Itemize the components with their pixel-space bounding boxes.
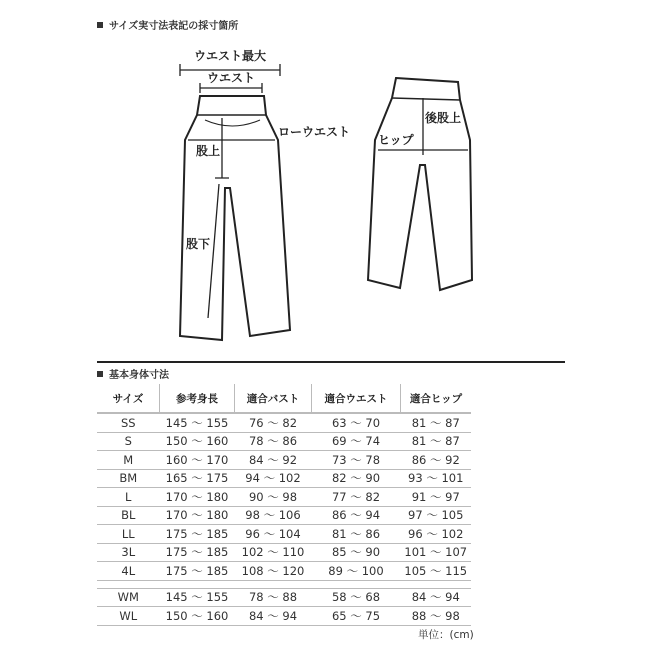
front-pants-outline <box>180 96 290 340</box>
table-row <box>97 413 471 432</box>
table-row <box>97 432 471 451</box>
table-cell: 78 ～ 86 <box>235 432 312 451</box>
table-cell: BL <box>97 506 160 525</box>
table-cell: 58 ～ 68 <box>312 588 401 607</box>
table-cell: 78 ～ 88 <box>235 588 312 607</box>
table-cell: 86 ～ 94 <box>312 506 401 525</box>
spacer-cell <box>97 580 471 588</box>
label-back-rise: 後股上 <box>425 111 462 125</box>
table-cell: 85 ～ 90 <box>312 543 401 562</box>
table-cell: 93 ～ 101 <box>401 469 472 488</box>
square-bullet-icon <box>97 371 103 377</box>
table-cell: 165 ～ 175 <box>160 469 235 488</box>
table-cell: 86 ～ 92 <box>401 451 472 470</box>
table-cell: 175 ～ 185 <box>160 562 235 581</box>
header-waist: 適合ウエスト <box>312 384 401 413</box>
table-cell: 88 ～ 98 <box>401 607 472 626</box>
header-hip: 適合ヒップ <box>401 384 472 413</box>
table-cell: 84 ～ 94 <box>401 588 472 607</box>
label-waist-max: ウエスト最大 <box>193 49 267 63</box>
table-cell: 63 ～ 70 <box>312 413 401 432</box>
label-rise: 股上 <box>196 144 221 158</box>
table-cell: 94 ～ 102 <box>235 469 312 488</box>
table-cell: LL <box>97 525 160 544</box>
label-waist: ウエスト <box>206 71 256 85</box>
table-cell: 65 ～ 75 <box>312 607 401 626</box>
table-cell: 77 ～ 82 <box>312 488 401 507</box>
table-cell: 76 ～ 82 <box>235 413 312 432</box>
table-cell: 175 ～ 185 <box>160 543 235 562</box>
table-cell: S <box>97 432 160 451</box>
table-cell: 69 ～ 74 <box>312 432 401 451</box>
body-size-table <box>97 384 471 626</box>
table-cell: 81 ～ 86 <box>312 525 401 544</box>
table-cell: 160 ～ 170 <box>160 451 235 470</box>
table-cell: 84 ～ 92 <box>235 451 312 470</box>
table-cell: WL <box>97 607 160 626</box>
back-pants-outline <box>368 78 472 290</box>
table-cell: 102 ～ 110 <box>235 543 312 562</box>
table-section-title <box>97 366 169 381</box>
table-cell: 108 ～ 120 <box>235 562 312 581</box>
table-cell: 170 ～ 180 <box>160 506 235 525</box>
table-cell: 170 ～ 180 <box>160 488 235 507</box>
table-row <box>97 469 471 488</box>
table-cell: 73 ～ 78 <box>312 451 401 470</box>
table-title-text: 基本身体寸法 <box>109 370 169 381</box>
table-cell: 98 ～ 106 <box>235 506 312 525</box>
table-cell: M <box>97 451 160 470</box>
table-cell: 81 ～ 87 <box>401 432 472 451</box>
table-row <box>97 607 471 626</box>
table-cell: BM <box>97 469 160 488</box>
table-cell: 150 ～ 160 <box>160 607 235 626</box>
label-low-waist: ローウエスト <box>278 125 351 139</box>
table-header-row <box>97 384 471 413</box>
table-cell: 90 ～ 98 <box>235 488 312 507</box>
unit-label: 単位：(cm) <box>418 629 474 641</box>
table-cell: WM <box>97 588 160 607</box>
table-cell: L <box>97 488 160 507</box>
table-row <box>97 506 471 525</box>
table-spacer-row <box>97 580 471 588</box>
label-hip: ヒップ <box>378 133 414 147</box>
table-cell: 84 ～ 94 <box>235 607 312 626</box>
table-cell: 150 ～ 160 <box>160 432 235 451</box>
table-cell: SS <box>97 413 160 432</box>
table-cell: 145 ～ 155 <box>160 413 235 432</box>
table-cell: 91 ～ 97 <box>401 488 472 507</box>
diagram-title-text: サイズ実寸法表記の採寸箇所 <box>109 21 239 32</box>
table-cell: 145 ～ 155 <box>160 588 235 607</box>
table-cell: 105 ～ 115 <box>401 562 472 581</box>
table-row <box>97 562 471 581</box>
table-cell: 82 ～ 90 <box>312 469 401 488</box>
table-row <box>97 451 471 470</box>
table-row <box>97 488 471 507</box>
header-height: 参考身長 <box>160 384 235 413</box>
header-bust: 適合バスト <box>235 384 312 413</box>
table-cell: 97 ～ 105 <box>401 506 472 525</box>
table-row <box>97 543 471 562</box>
table-row <box>97 525 471 544</box>
table-cell: 3L <box>97 543 160 562</box>
table-cell: 4L <box>97 562 160 581</box>
header-size: サイズ <box>97 384 160 413</box>
table-cell: 175 ～ 185 <box>160 525 235 544</box>
table-row <box>97 588 471 607</box>
label-inseam: 股下 <box>186 237 211 251</box>
table-cell: 96 ～ 102 <box>401 525 472 544</box>
section-divider <box>97 361 565 363</box>
table-cell: 81 ～ 87 <box>401 413 472 432</box>
table-cell: 89 ～ 100 <box>312 562 401 581</box>
table-cell: 96 ～ 104 <box>235 525 312 544</box>
table-cell: 101 ～ 107 <box>401 543 472 562</box>
